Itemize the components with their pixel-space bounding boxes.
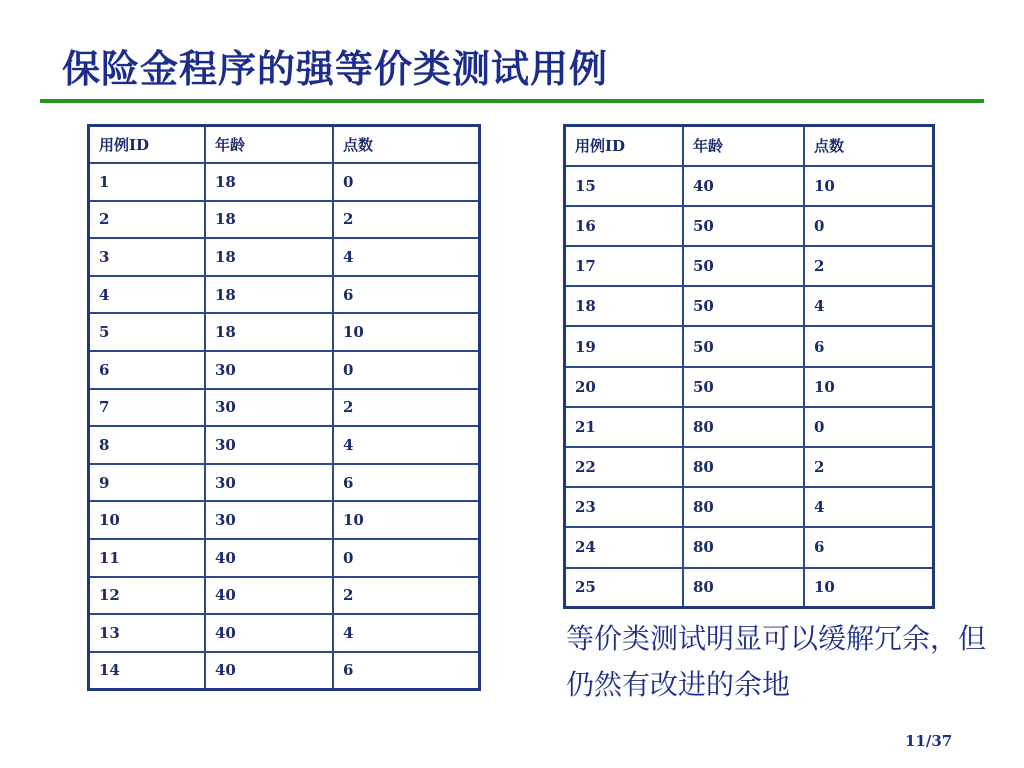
- column-header: 年龄: [683, 126, 804, 166]
- table-cell: 2: [89, 201, 206, 239]
- table-cell: 0: [333, 163, 480, 201]
- table-cell: 8: [89, 426, 206, 464]
- table-cell: 0: [804, 206, 934, 246]
- table-row: [565, 206, 934, 246]
- table-cell: 50: [683, 206, 804, 246]
- table-row: [565, 568, 934, 608]
- table-cell: 50: [683, 326, 804, 366]
- table-cell: 15: [565, 166, 684, 206]
- table-cell: 14: [89, 652, 206, 690]
- table-row: [89, 539, 480, 577]
- table-cell: 0: [804, 407, 934, 447]
- table-cell: 80: [683, 568, 804, 608]
- table-cell: 4: [804, 286, 934, 326]
- table-cell: 10: [804, 367, 934, 407]
- table-cell: 18: [205, 276, 333, 314]
- table-cell: 25: [565, 568, 684, 608]
- table-cell: 4: [333, 614, 480, 652]
- table-cell: 80: [683, 487, 804, 527]
- table-cell: 40: [205, 539, 333, 577]
- table-cell: 30: [205, 389, 333, 427]
- table-cell: 6: [333, 276, 480, 314]
- table-row: [89, 313, 480, 351]
- table-cell: 30: [205, 351, 333, 389]
- table-cell: 2: [333, 577, 480, 615]
- table-cell: 18: [205, 238, 333, 276]
- table-row: [89, 276, 480, 314]
- table-row: [565, 326, 934, 366]
- table-row: [89, 163, 480, 201]
- table-cell: 40: [683, 166, 804, 206]
- table-cell: 23: [565, 487, 684, 527]
- table-cell: 21: [565, 407, 684, 447]
- table-row: [89, 614, 480, 652]
- table-header-row: [89, 126, 480, 164]
- table-cell: 10: [333, 313, 480, 351]
- table-cell: 2: [804, 447, 934, 487]
- table-row: [89, 238, 480, 276]
- table-cell: 10: [333, 501, 480, 539]
- table-cell: 17: [565, 246, 684, 286]
- table-row: [565, 286, 934, 326]
- table-cell: 2: [333, 201, 480, 239]
- table-cell: 22: [565, 447, 684, 487]
- table-cell: 18: [205, 163, 333, 201]
- table-cell: 50: [683, 246, 804, 286]
- table-cell: 5: [89, 313, 206, 351]
- summary-note: 等价类测试明显可以缓解冗余，但仍然有改进的余地: [566, 622, 987, 701]
- table-row: [565, 487, 934, 527]
- test-case-table-right: [563, 124, 935, 609]
- table-cell: 4: [804, 487, 934, 527]
- table-cell: 13: [89, 614, 206, 652]
- table-cell: 10: [804, 568, 934, 608]
- column-header: 年龄: [205, 126, 333, 164]
- table-cell: 4: [333, 238, 480, 276]
- table-cell: 11: [89, 539, 206, 577]
- table-cell: 20: [565, 367, 684, 407]
- table-cell: 40: [205, 577, 333, 615]
- column-header: 用例ID: [89, 126, 206, 164]
- table-cell: 7: [89, 389, 206, 427]
- table-cell: 18: [565, 286, 684, 326]
- page-number: 11/37: [905, 732, 953, 750]
- column-header: 点数: [804, 126, 934, 166]
- table-cell: 40: [205, 652, 333, 690]
- table-cell: 16: [565, 206, 684, 246]
- table-cell: 0: [333, 351, 480, 389]
- table-row: [89, 464, 480, 502]
- table-cell: 24: [565, 527, 684, 567]
- table-cell: 6: [333, 464, 480, 502]
- table-cell: 6: [804, 527, 934, 567]
- table-cell: 18: [205, 313, 333, 351]
- table-cell: 6: [804, 326, 934, 366]
- table-row: [565, 447, 934, 487]
- title-divider: [40, 99, 984, 103]
- table-cell: 4: [333, 426, 480, 464]
- slide-title: 保险金程序的强等价类测试用例: [62, 47, 609, 91]
- table-cell: 10: [89, 501, 206, 539]
- table-cell: 50: [683, 286, 804, 326]
- table-cell: 12: [89, 577, 206, 615]
- table-cell: 3: [89, 238, 206, 276]
- table-cell: 6: [333, 652, 480, 690]
- table-cell: 9: [89, 464, 206, 502]
- table-cell: 0: [333, 539, 480, 577]
- table-row: [565, 407, 934, 447]
- table-row: [565, 367, 934, 407]
- table-row: [565, 166, 934, 206]
- table-cell: 30: [205, 464, 333, 502]
- table-row: [565, 246, 934, 286]
- table-row: [89, 389, 480, 427]
- test-case-table-left: [87, 124, 481, 691]
- table-row: [89, 652, 480, 690]
- table-row: [89, 501, 480, 539]
- table-header-row: [565, 126, 934, 166]
- table-cell: 2: [804, 246, 934, 286]
- table-cell: 80: [683, 447, 804, 487]
- table-cell: 4: [89, 276, 206, 314]
- table-row: [565, 527, 934, 567]
- table-cell: 30: [205, 426, 333, 464]
- table-cell: 40: [205, 614, 333, 652]
- table-cell: 80: [683, 407, 804, 447]
- table-cell: 10: [804, 166, 934, 206]
- column-header: 用例ID: [565, 126, 684, 166]
- table-row: [89, 351, 480, 389]
- column-header: 点数: [333, 126, 480, 164]
- table-cell: 80: [683, 527, 804, 567]
- table-cell: 1: [89, 163, 206, 201]
- table-row: [89, 201, 480, 239]
- table-cell: 2: [333, 389, 480, 427]
- table-cell: 6: [89, 351, 206, 389]
- table-row: [89, 577, 480, 615]
- table-row: [89, 426, 480, 464]
- table-cell: 30: [205, 501, 333, 539]
- table-cell: 19: [565, 326, 684, 366]
- table-cell: 18: [205, 201, 333, 239]
- table-cell: 50: [683, 367, 804, 407]
